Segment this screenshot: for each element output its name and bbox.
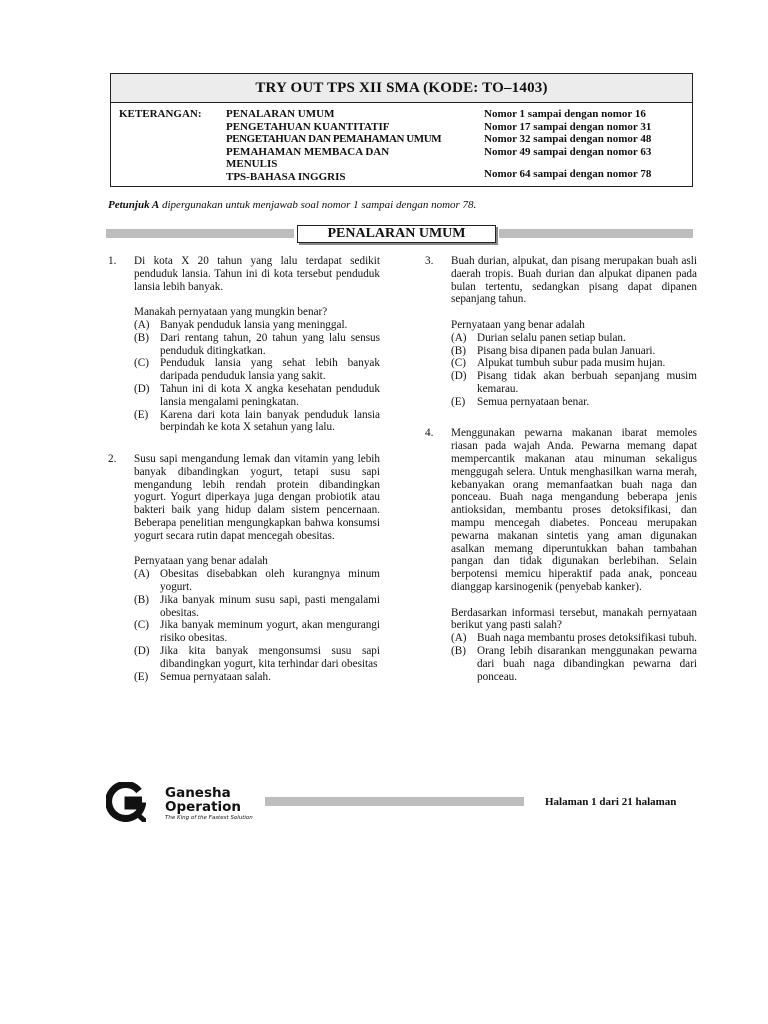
logo-tagline: The King of the Fastest Solution xyxy=(165,815,253,821)
question-1 xyxy=(108,255,380,434)
question-number: 4. xyxy=(425,427,434,440)
keterangan-label: KETERANGAN: xyxy=(119,108,202,120)
ganesha-operation-logo xyxy=(106,782,266,824)
subject-item: PENGETAHUAN DAN PEMAHAMAN UMUM xyxy=(226,133,442,145)
question-stem: Di kota X 20 tahun yang lalu terdapat sedikit penduduk lansia. Tahun ini di kota tersebut penduduk lansia lebih banyak. xyxy=(134,255,380,293)
option-c: (C) Jika banyak meminum yogurt, akan mengurangi risiko obesitas. xyxy=(134,619,380,645)
range-item: Nomor 1 sampai dengan nomor 16 xyxy=(484,108,646,120)
option-d: (D) Pisang tidak akan berbuah sepanjang musim kemarau. xyxy=(451,370,697,395)
option-c: (C) Penduduk lansia yang sehat lebih banyak daripada penduduk lansia yang sakit. xyxy=(134,357,380,383)
option-a: (A) Durian selalu panen setiap bulan. xyxy=(451,331,626,344)
subject-item: PEMAHAMAN MEMBACA DAN xyxy=(226,145,390,158)
instruction-text: dipergunakan untuk menjawab soal nomor 1 sampai dengan nomor 78. xyxy=(159,199,477,211)
left-column xyxy=(108,255,380,683)
page-number: Halaman 1 dari 21 halaman xyxy=(545,796,677,808)
option-d: (D) Jika kita banyak mengonsumsi susu sapi dibandingkan yogurt, kita terhindar dari obesitas xyxy=(134,644,380,670)
section-divider-right xyxy=(499,229,693,238)
logo-name-line1: Ganesha xyxy=(165,785,231,801)
option-b: (B) Orang lebih disarankan menggunakan pewarna dari buah naga dibandingkan pewarna dari ponceau. xyxy=(451,644,697,683)
question-prompt: Berdasarkan informasi tersebut, manakah pernyataan berikut yang pasti salah? xyxy=(451,606,697,632)
subject-item: PENGETAHUAN KUANTITATIF xyxy=(226,120,390,133)
range-item: Nomor 32 sampai dengan nomor 48 xyxy=(484,133,652,145)
question-number: 1. xyxy=(108,255,117,267)
right-column xyxy=(425,255,697,683)
option-b: (B) Jika banyak minum susu sapi, pasti mengalami obesitas. xyxy=(134,593,380,619)
question-prompt: Manakah pernyataan yang mungkin benar? xyxy=(134,306,328,319)
ganesha-operation-logo-icon xyxy=(106,782,146,822)
logo-name-line2: Operation xyxy=(165,799,242,815)
instruction-lead: Petunjuk A xyxy=(108,199,160,211)
question-number: 3. xyxy=(425,255,434,267)
option-e: (E) Karena dari kota lain banyak penduduk lansia berpindah ke kota X setahun yang lalu. xyxy=(134,408,380,434)
option-b: (B) Pisang bisa dipanen pada bulan Januari. xyxy=(451,344,656,357)
subject-item: MENULIS xyxy=(226,158,278,170)
question-stem: Susu sapi mengandung lemak dan vitamin yang lebih banyak dibandingkan yogurt, tetapi susu sapi mengandung lebih rendah protein dibandingkan yogurt. Yogurt diperkaya juga dengan probiotik atau bakteri baik yang hidup dalam sistem pencernaan. Beberapa penelitian mengungkapkan bahwa konsumsi yogurt secara rutin dapat mencegah obesitas. xyxy=(134,452,380,542)
subject-item: TPS-BAHASA INGGRIS xyxy=(226,170,346,183)
footer-divider xyxy=(265,797,524,806)
range-item: Nomor 64 sampai dengan nomor 78 xyxy=(484,168,652,180)
section-divider-left xyxy=(106,229,294,238)
question-prompt: Pernyataan yang benar adalah xyxy=(134,555,268,568)
question-stem: Buah durian, alpukat, dan pisang merupakan buah asli daerah tropis. Buah durian dan alpukat dipanen pada bulan tertentu, sedangkan pisang dapat dipanen sepanjang tahun. xyxy=(451,255,697,306)
question-2 xyxy=(108,453,380,683)
range-item: Nomor 49 sampai dengan nomor 63 xyxy=(484,145,652,158)
option-a: (A) Banyak penduduk lansia yang meninggal. xyxy=(134,318,348,331)
option-e: (E) Semua pernyataan salah. xyxy=(134,670,271,683)
option-a: (A) Buah naga membantu proses detoksifikasi tubuh. xyxy=(451,632,697,645)
option-b: (B) Dari rentang tahun, 20 tahun yang lalu sensus penduduk ditingkatkan. xyxy=(134,331,380,357)
option-e: (E) Semua pernyataan benar. xyxy=(451,395,590,408)
range-item: Nomor 17 sampai dengan nomor 31 xyxy=(484,120,652,133)
header-box xyxy=(110,73,693,187)
question-3 xyxy=(425,255,697,409)
subject-item: PENALARAN UMUM xyxy=(226,108,335,120)
option-c: (C) Alpukat tumbuh subur pada musim hujan. xyxy=(451,357,666,370)
option-d: (D) Tahun ini di kota X angka kesehatan penduduk lansia mengalami peningkatan. xyxy=(134,382,380,408)
option-a: (A) Obesitas disebabkan oleh kurangnya minum yogurt. xyxy=(134,568,380,593)
question-stem: Menggunakan pewarna makanan ibarat memoles riasan pada wajah Anda. Pewarna memang dapat mempercantik makanan atau minuman sekaligus menggugah selera. Untuk menghasilkan warna merah, kebanyakan orang memanfaatkan buah naga dan ponceau. Buah naga mengandung beberapa jenis antioksidan, membantu proses detoksifikasi, dan mampu mencegah diabetes. Ponceau merupakan pewarna makanan sintetis yang aman digunakan asalkan memang diperuntukkan bahan tambahan pangan dan tidak digunakan berlebihan. Selain berpotensi memicu hiperaktif pada anak, ponceau dianggap karsinogenik (penyebab kanker). xyxy=(451,427,697,593)
instruction-line xyxy=(108,199,476,211)
subject-list xyxy=(226,108,476,183)
question-prompt: Pernyataan yang benar adalah xyxy=(451,318,585,331)
section-title: PENALARAN UMUM xyxy=(297,225,496,243)
question-4 xyxy=(425,427,697,683)
question-number: 2. xyxy=(108,452,117,465)
exam-title: TRY OUT TPS XII SMA (KODE: TO–1403) xyxy=(111,74,692,103)
